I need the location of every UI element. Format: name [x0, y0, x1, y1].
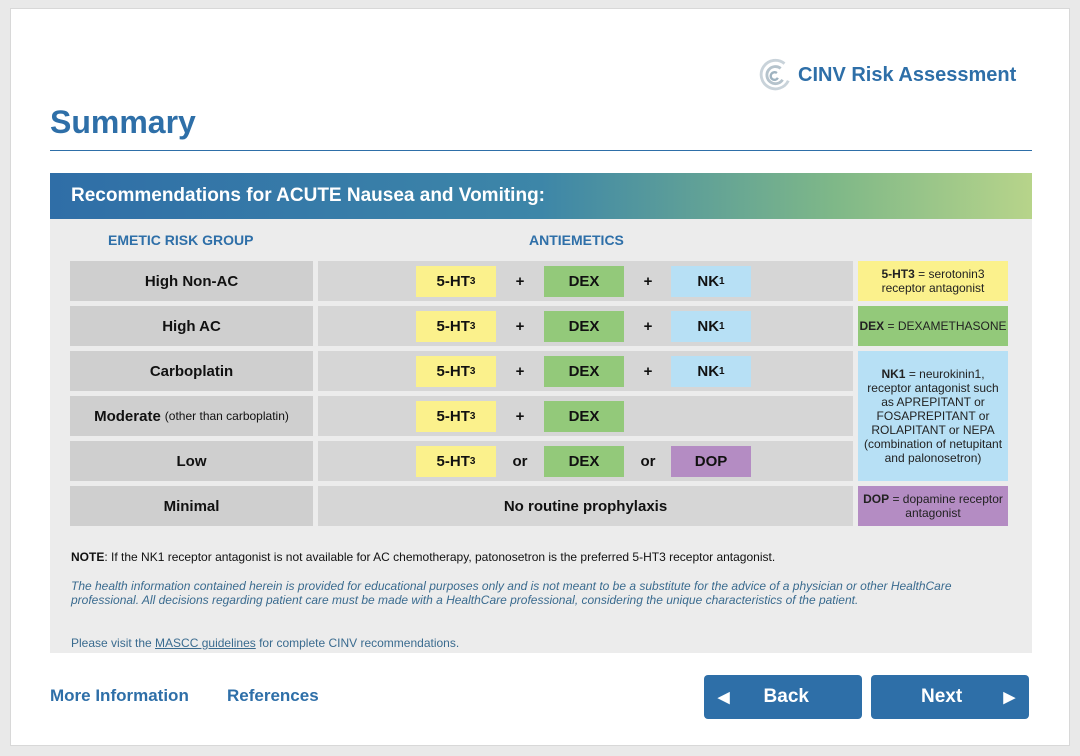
operator-plus: + — [643, 318, 653, 335]
panel-title: Recommendations for ACUTE Nausea and Vomiting: — [50, 173, 1032, 219]
visit-post: for complete CINV recommendations. — [255, 636, 460, 650]
recommendations-panel — [50, 173, 1032, 653]
risk-group-label — [70, 351, 313, 391]
operator-or: or — [512, 453, 528, 470]
chip-5ht3 — [416, 311, 496, 342]
chip-text: NK — [697, 363, 720, 380]
legend-5ht3 — [858, 261, 1008, 301]
operator-plus: + — [515, 408, 525, 425]
references-link[interactable]: References — [227, 686, 319, 705]
antiemetic-row — [318, 441, 853, 481]
risk-group-label — [70, 261, 313, 301]
chip-5ht3 — [416, 401, 496, 432]
legend-abbr: DOP — [863, 492, 890, 506]
column-header-antiemetics: ANTIEMETICS — [529, 232, 624, 248]
operator-plus: + — [515, 363, 525, 380]
legend-abbr: 5-HT3 — [881, 267, 915, 281]
risk-group-name: Carboplatin — [149, 362, 234, 380]
chip-subscript: 3 — [469, 276, 476, 287]
chip-subscript: 1 — [719, 321, 725, 332]
next-button[interactable] — [871, 675, 1029, 719]
page-title: Summary — [50, 104, 196, 140]
chip-subscript: 3 — [469, 366, 476, 377]
note-label: NOTE — [71, 550, 105, 564]
chip-dex: DEX — [544, 266, 624, 297]
chip-dex: DEX — [544, 401, 624, 432]
chip-text: NK — [697, 273, 720, 290]
visit-pre: Please visit the — [71, 636, 156, 650]
legend-nk1 — [858, 351, 1008, 481]
chip-dop: DOP — [671, 446, 751, 477]
chip-nk1 — [671, 266, 751, 297]
brand — [756, 56, 1016, 94]
chip-text: 5-HT — [436, 408, 470, 425]
chip-text: 5-HT — [436, 273, 470, 290]
antiemetic-row — [318, 306, 853, 346]
mascc-guidelines-link[interactable]: MASCC guidelines — [155, 636, 256, 650]
disclaimer: The health information contained herein is provided for educational purposes only and is not meant to be a substitute for the advice of a physician or other HealthCare professional. All decisions regarding patient care must be made with a HealthCare professional, considering the unique characteristics of the patient. — [71, 579, 952, 607]
risk-group-name: High Non-AC — [144, 272, 239, 290]
next-label: Next — [921, 686, 963, 707]
back-button[interactable] — [704, 675, 862, 719]
note-body: : If the NK1 receptor antagonist is not available for AC chemotherapy, patonosetron is the preferred 5-HT3 receptor antagonist. — [104, 550, 776, 564]
chip-subscript: 3 — [469, 411, 476, 422]
legend-text: = DEXAMETHASONE — [887, 319, 1007, 333]
risk-group-label — [70, 486, 313, 526]
legend-text: = neurokinin1, receptor antagonist such as APREPITANT or FOSAPREPITANT or ROLAPITANT or NEPA (combination of netupitant and palonosetron) — [863, 367, 1003, 465]
operator-plus: + — [643, 363, 653, 380]
legend-dex — [858, 306, 1008, 346]
chip-text: 5-HT — [436, 363, 470, 380]
note-text — [71, 550, 775, 564]
antiemetic-row — [318, 261, 853, 301]
arrow-left-icon: ◀ — [718, 689, 730, 706]
operator-plus: + — [515, 318, 525, 335]
legend-abbr: NK1 — [881, 367, 906, 381]
chip-text: 5-HT — [436, 453, 470, 470]
chip-5ht3 — [416, 446, 496, 477]
chip-subscript: 3 — [469, 456, 476, 467]
operator-or: or — [640, 453, 656, 470]
chip-subscript: 1 — [719, 366, 725, 377]
title-divider — [50, 150, 1032, 151]
chip-subscript: 1 — [719, 276, 725, 287]
legend-text: = serotonin3 receptor antagonist — [881, 267, 985, 295]
column-header-emetic-risk: EMETIC RISK GROUP — [108, 232, 254, 248]
more-information-link[interactable]: More Information — [50, 686, 189, 705]
visit-guidelines — [71, 636, 459, 650]
risk-group-label — [70, 441, 313, 481]
chip-text: NK — [697, 318, 720, 335]
risk-group-name: Moderate — [94, 407, 161, 425]
brand-title: CINV Risk Assessment — [798, 63, 1017, 86]
no-prophylaxis-text: No routine prophylaxis — [503, 497, 668, 515]
antiemetic-row — [318, 396, 853, 436]
swirl-logo-icon — [756, 56, 794, 94]
chip-dex: DEX — [544, 356, 624, 387]
legend-dop — [858, 486, 1008, 526]
risk-group-name: Minimal — [163, 497, 220, 515]
chip-nk1 — [671, 356, 751, 387]
antiemetic-row — [318, 486, 853, 526]
antiemetic-row — [318, 351, 853, 391]
legend-text: = dopamine receptor antagonist — [892, 492, 1003, 520]
risk-group-label — [70, 396, 313, 436]
chip-dex: DEX — [544, 446, 624, 477]
operator-plus: + — [643, 273, 653, 290]
risk-group-name: Low — [176, 452, 207, 470]
risk-group-label — [70, 306, 313, 346]
back-label: Back — [763, 686, 809, 707]
chip-nk1 — [671, 311, 751, 342]
chip-subscript: 3 — [469, 321, 476, 332]
chip-5ht3 — [416, 266, 496, 297]
risk-group-qualifier: (other than carboplatin) — [164, 409, 289, 423]
chip-5ht3 — [416, 356, 496, 387]
legend-abbr: DEX — [859, 319, 885, 333]
arrow-right-icon: ▶ — [1003, 689, 1015, 706]
operator-plus: + — [515, 273, 525, 290]
chip-dex: DEX — [544, 311, 624, 342]
risk-group-name: High AC — [162, 317, 221, 335]
chip-text: 5-HT — [436, 318, 470, 335]
